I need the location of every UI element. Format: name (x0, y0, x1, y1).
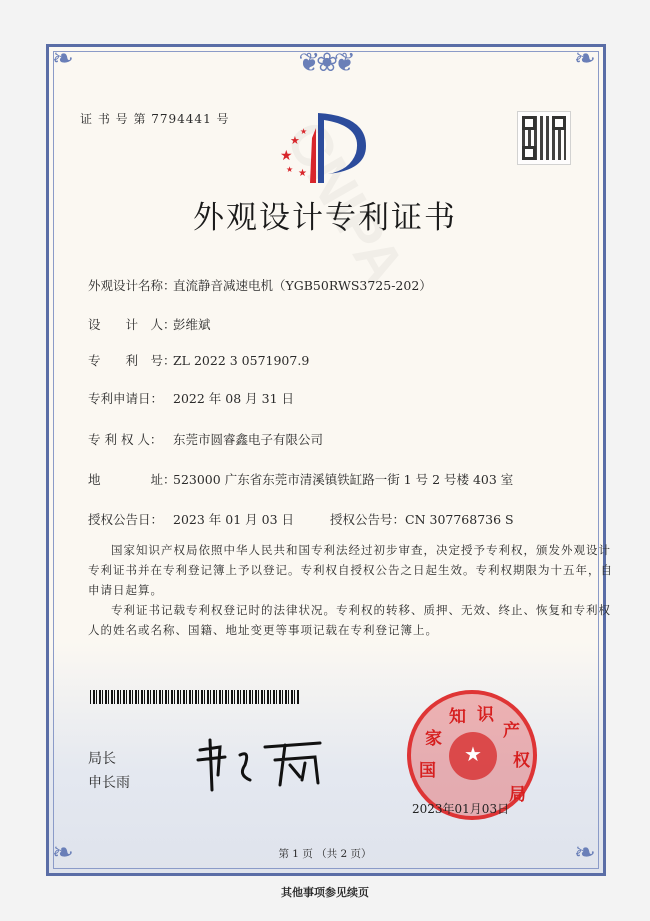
qr-code-icon (518, 112, 570, 164)
field-value: CN 307768736 S (405, 512, 514, 527)
field-value: 2023 年 01 月 03 日 (173, 512, 294, 527)
field-design-name (88, 276, 432, 294)
ornament-corner-icon: ❧ (574, 838, 596, 868)
svg-text:★: ★ (286, 165, 294, 174)
field-value: 523000 广东省东莞市清溪镇铁缸路一街 1 号 2 号楼 403 室 (173, 472, 514, 487)
field-label: 地 址： (88, 472, 176, 487)
field-label: 专利申请日： (88, 391, 164, 406)
svg-text:★: ★ (280, 148, 293, 164)
field-label: 外观设计名称： (88, 278, 176, 293)
field-designer (88, 315, 211, 333)
svg-text:★: ★ (290, 134, 300, 147)
seal-char: 知 (449, 707, 466, 727)
seal-char: 局 (509, 785, 526, 805)
field-address (88, 470, 513, 488)
field-value: ZL 2022 3 0571907.9 (173, 353, 310, 368)
svg-text:★: ★ (298, 168, 307, 179)
cnipa-logo-icon (278, 108, 373, 188)
field-patent-number (88, 351, 309, 369)
certificate-number: 证 书 号 第 7794441 号 (80, 112, 230, 126)
field-patentee (88, 430, 323, 448)
field-label: 设 计 人： (88, 317, 176, 332)
field-value: 彭维斌 (173, 317, 211, 332)
field-value: 2022 年 08 月 31 日 (173, 391, 294, 406)
seal-char: 产 (503, 721, 520, 741)
seal-date: 2023年01月03日 (412, 802, 510, 816)
field-announcement-number (330, 510, 514, 528)
field-value: 直流静音减速电机（YGB50RWS3725-202） (173, 278, 432, 293)
field-label: 专 利 号： (88, 353, 176, 368)
field-value: 东莞市圆睿鑫电子有限公司 (173, 432, 324, 447)
ornament-corner-icon: ❧ (52, 44, 74, 74)
barcode-icon (90, 690, 300, 704)
seal-char: 权 (513, 751, 530, 771)
paragraph-legal-status: 专利证书记载专利权登记时的法律状况。专利权的转移、质押、无效、终止、恢复和专利权人的姓名或名称、国籍、地址变更等事项记载在专利登记簿上。 (88, 603, 611, 637)
field-label: 专 利 权 人： (88, 432, 163, 447)
signatory-title: 局长 (88, 751, 116, 767)
bottom-note: 其他事项参见续页 (281, 886, 369, 899)
ornament-top: ❦❀❦ (298, 48, 352, 78)
field-label: 授权公告号： (330, 512, 406, 527)
ornament-corner-icon: ❧ (52, 838, 74, 868)
signatory-name: 申长雨 (88, 775, 130, 791)
field-application-date (88, 389, 294, 407)
field-grant-date (88, 510, 294, 528)
field-label: 授权公告日： (88, 512, 164, 527)
page-footer: 第 1 页 （共 2 页） (278, 848, 372, 860)
certificate-title: 外观设计专利证书 (193, 200, 457, 236)
ornament-corner-icon: ❧ (574, 44, 596, 74)
national-emblem-icon: ★ (449, 732, 497, 780)
seal-char: 国 (419, 761, 436, 781)
paragraph-grant: 国家知识产权局依照中华人民共和国专利法经过初步审查，决定授予专利权，颁发外观设计专利证书并在专利登记簿上予以登记。专利权自授权公告之日起生效。专利权期限为十五年，自申请日起算。 (88, 543, 613, 597)
svg-text:★: ★ (300, 127, 308, 136)
seal-char: 家 (425, 729, 442, 749)
signature-icon (190, 735, 335, 795)
seal-char: 识 (477, 705, 494, 725)
